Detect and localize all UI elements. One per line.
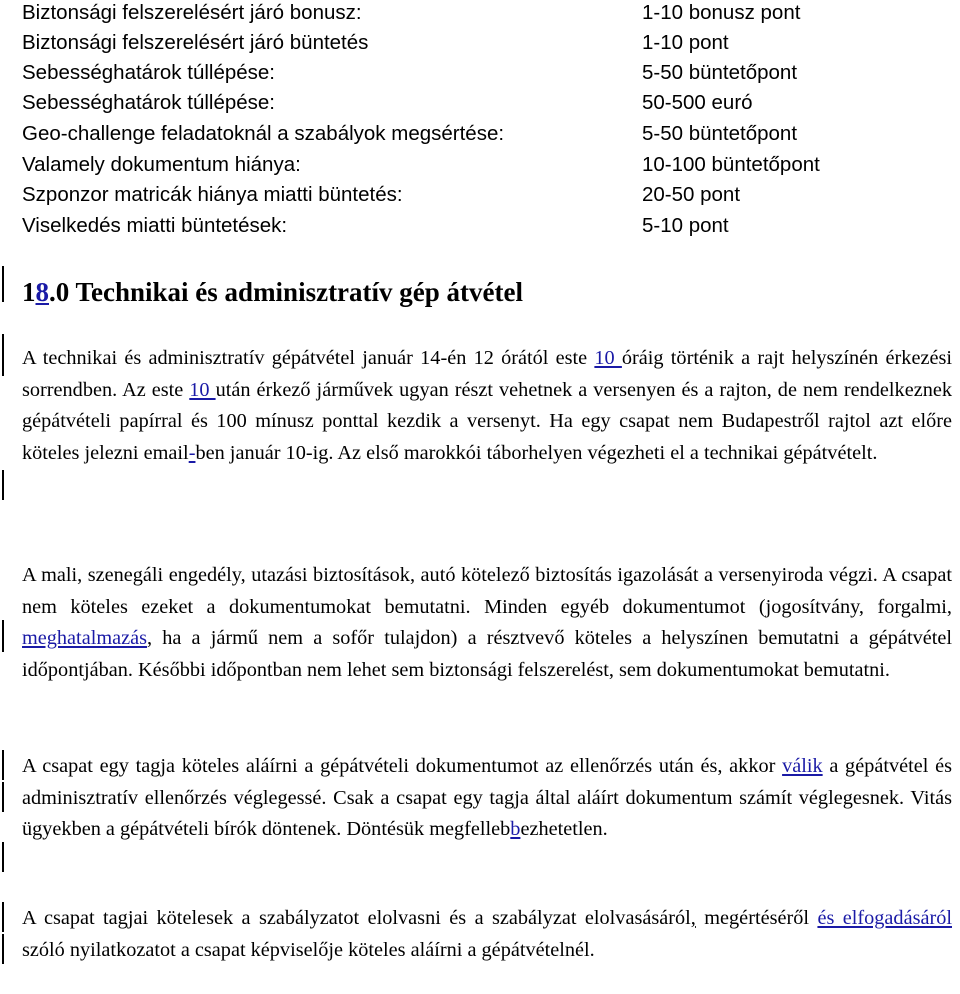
inline-link[interactable]: és elfogadásáról	[817, 907, 952, 929]
penalty-value: 20-50 pont	[642, 183, 741, 206]
change-bar	[2, 934, 4, 964]
change-bar	[2, 750, 4, 780]
text-run: után érkező járművek ugyan részt vehetnek a versenyen és a rajton, de nem rendelkeznek gépátvételi papírral és 100 mínusz ponttal kezdik a versenyt. Ha egy csapat nem Budapestről rajtol azt előre köteles jelezni email	[22, 378, 952, 464]
section-title: .0 Technikai és adminisztratív gép átvétel	[49, 277, 523, 307]
penalty-label: Szponzor matricák hiánya miatti büntetés:	[22, 183, 403, 206]
section-number-link[interactable]: 8	[35, 277, 49, 307]
text-run: , ha a jármű nem a sofőr tulajdon) a résztvevő köteles a helyszínen bemutatni a gépátvétel időpontjában. Későbbi időpontban nem lehet sem biztonsági felszerelést, sem dokumentumokat bemutatni.	[22, 627, 952, 681]
paragraph-rules-declaration	[22, 903, 952, 966]
penalty-value: 5-10 pont	[642, 214, 729, 237]
text-run: A mali, szenegáli engedély, utazási biztosítások, autó kötelező biztosítás igazolását a versenyiroda végzi. A csapat nem köteles ezeket a dokumentumokat bemutatni. Minden egyéb dokumentumot (jogosítvány, forgalmi,	[22, 564, 952, 618]
penalty-value: 5-50 büntetőpont	[642, 122, 798, 145]
underlined-comma: ,	[690, 907, 696, 929]
text-run: szóló nyilatkozatot a csapat képviselője köteles aláírni a gépátvételnél.	[22, 938, 595, 961]
penalty-label: Valamely dokumentum hiánya:	[22, 153, 301, 176]
text-run: ben január 10-ig. Az első marokkói táborhelyen végezheti el a technikai gépátvételt.	[195, 441, 878, 464]
text-run: óráig történik a rajt helyszínén érkezési sorrendben. Az este	[22, 347, 952, 401]
paragraph-inspection-schedule	[22, 343, 952, 469]
penalty-value: 1-10 bonusz pont	[642, 1, 801, 24]
text-run: A csapat tagjai kötelesek a szabályzatot elolvasni és a szabályzat elolvasásáról	[22, 907, 691, 929]
penalty-label: Sebességhatárok túllépése:	[22, 61, 276, 84]
paragraph-documents	[22, 560, 952, 686]
inline-link[interactable]: meghatalmazás	[22, 627, 148, 650]
penalty-label: Sebességhatárok túllépése:	[22, 91, 276, 114]
text-run: megértéséről	[695, 907, 818, 929]
text-run: ezhetetlen.	[520, 818, 608, 841]
inline-link[interactable]: válik	[782, 755, 823, 777]
change-bar	[2, 266, 4, 302]
change-bar	[2, 334, 4, 376]
penalty-label: Biztonsági felszerelésért járó büntetés	[22, 31, 369, 54]
text-run: A csapat egy tagja köteles aláírni a gépátvételi dokumentumot az ellenőrzés után és, akkor	[22, 755, 783, 777]
section-heading	[22, 270, 523, 314]
change-bar	[2, 842, 4, 872]
paragraph-signature	[22, 751, 952, 846]
inline-link[interactable]: b	[510, 818, 521, 841]
text-run: a gépátvétel és adminisztratív ellenőrzés véglegessé. Csak a csapat egy tagja által aláírt dokumentum számít véglegesnek. Vitás ügyekben a gépátvételi bírók döntenek. Döntésük megfelleb	[22, 755, 952, 841]
penalty-label: Viselkedés miatti büntetések:	[22, 214, 288, 237]
penalty-value: 1-10 pont	[642, 31, 729, 54]
inline-link[interactable]: 10	[594, 347, 622, 369]
change-bar	[2, 620, 4, 652]
inline-link[interactable]: -	[188, 441, 196, 464]
change-bar	[2, 470, 4, 500]
section-number-prefix: 1	[22, 277, 36, 307]
penalty-value: 5-50 büntetőpont	[642, 61, 798, 84]
penalty-value: 10-100 büntetőpont	[642, 153, 820, 176]
penalty-value: 50-500 euró	[642, 91, 753, 114]
change-bar	[2, 782, 4, 812]
penalty-label: Geo-challenge feladatoknál a szabályok megsértése:	[22, 122, 505, 145]
text-run: A technikai és adminisztratív gépátvétel január 14-én 12 órától este	[22, 347, 595, 369]
inline-link[interactable]: 10	[189, 378, 216, 401]
penalty-label: Biztonsági felszerelésért járó bonusz:	[22, 1, 362, 24]
change-bar	[2, 902, 4, 932]
